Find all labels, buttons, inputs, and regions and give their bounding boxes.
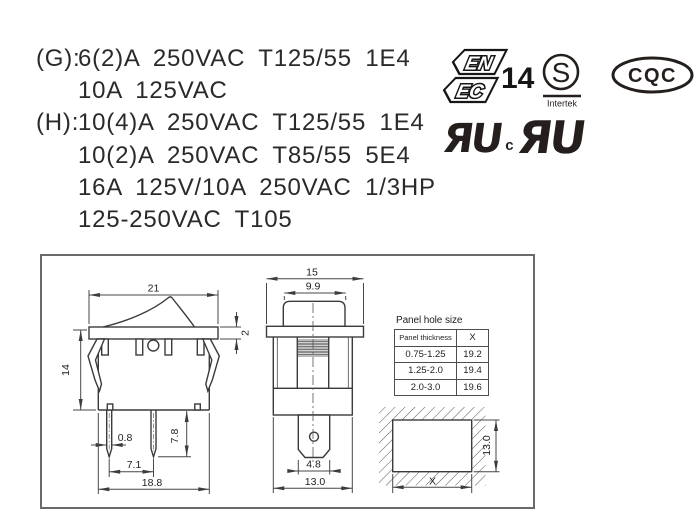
- intertek-name: Intertek: [546, 98, 578, 109]
- bezel-front: [267, 326, 364, 337]
- cell-thickness: 2.0-3.0: [395, 379, 457, 396]
- cutout-rectangle: [393, 420, 472, 472]
- side-view-dimensions: [60, 283, 252, 495]
- intertek-s: S: [551, 57, 571, 88]
- rating-h-label: (H):: [36, 109, 80, 137]
- dim-body-height: 14: [60, 364, 72, 376]
- table-row: [395, 363, 489, 380]
- dim-pin-pitch: 7.1: [126, 459, 142, 471]
- col-header-x: X: [457, 330, 489, 347]
- terminal-hole: [310, 432, 319, 441]
- rating-text: 10A 125VAC: [78, 77, 228, 105]
- pivot-hole: [148, 340, 159, 351]
- rating-text: 10(2)A 250VAC T85/55 5E4: [78, 141, 411, 169]
- latch-post: [197, 339, 204, 355]
- cell-x: 19.6: [457, 379, 489, 396]
- dim-rocker-width: 9.9: [305, 280, 321, 293]
- col-header-panel-thickness: Panel thickness: [395, 330, 457, 347]
- dim-overall-width: 18.8: [141, 477, 163, 489]
- enec-number: 14: [501, 62, 535, 95]
- cell-thickness: 0.75-1.25: [395, 346, 457, 363]
- rating-text: 16A 125V/10A 250VAC 1/3HP: [78, 173, 436, 201]
- dim-terminal-width: 4.8: [306, 458, 321, 471]
- panel-cutout-view: [379, 407, 500, 493]
- front-view-dimensions: [267, 267, 364, 494]
- panel-hole-size-title: Panel hole size: [396, 315, 463, 326]
- front-view: [267, 301, 364, 463]
- dim-cutout-height: 13.0: [481, 435, 493, 456]
- rating-text: 10(4)A 250VAC T125/55 1E4: [78, 109, 425, 137]
- cell-x: 19.2: [457, 346, 489, 363]
- enec-text-top: EN: [463, 53, 495, 75]
- dim-width-top: 21: [147, 282, 160, 295]
- dim-cutout-width: X: [428, 475, 437, 488]
- ul-canada-prefix: c: [505, 137, 514, 154]
- dim-body-width: 13.0: [304, 476, 326, 488]
- cell-x: 19.4: [457, 363, 489, 380]
- side-view: [88, 297, 219, 457]
- table-header-row: [395, 330, 489, 347]
- rocker-actuator-profile: [103, 297, 195, 327]
- latch-post: [165, 339, 172, 355]
- ul-canada-recognized-mark: ЯU: [513, 110, 587, 164]
- dim-pin-length: 7.8: [169, 428, 181, 444]
- body-notch-right: [195, 404, 201, 410]
- bezel-side: [89, 327, 218, 339]
- body-notch-left: [107, 404, 113, 410]
- latch-post: [136, 339, 143, 355]
- dim-bezel-thickness: 2: [239, 330, 252, 336]
- table-row: [395, 346, 489, 363]
- table-row: [395, 379, 489, 396]
- panel-hatching: [379, 407, 486, 486]
- dim-pin-width: 0.8: [117, 432, 133, 444]
- rating-text: 125-250VAC T105: [78, 206, 293, 234]
- ul-recognized-mark: ЯU: [439, 115, 504, 162]
- mounting-clip-right: [203, 339, 220, 391]
- cell-thickness: 1.25-2.0: [395, 363, 457, 380]
- rating-g-label: (G):: [36, 45, 81, 72]
- dim-width-top: 15: [306, 266, 318, 279]
- cqc-text: CQC: [628, 65, 677, 87]
- enec-text-bottom: EC: [454, 81, 486, 103]
- panel-hole-size-table: [394, 329, 489, 396]
- rocker-button: [283, 301, 345, 326]
- rating-text: 6(2)A 250VAC T125/55 1E4: [78, 45, 411, 72]
